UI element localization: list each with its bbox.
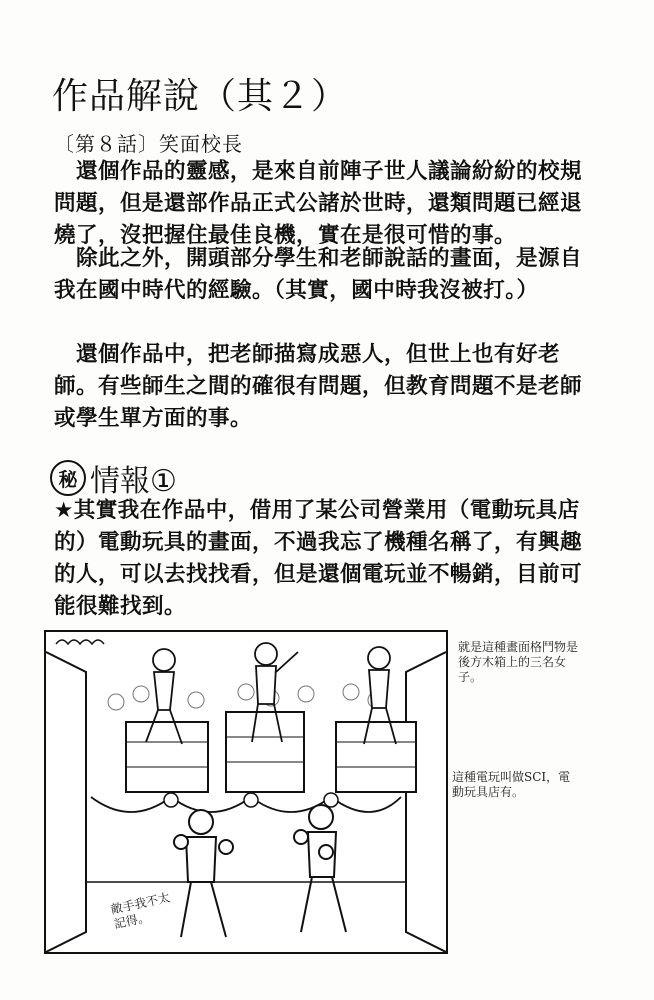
paragraph-2: 除此之外，開頭部分學生和老師說話的畫面，是源自我在國中時代的經驗。（其實，國中時我沒被打。）: [54, 246, 583, 303]
secret-mark-icon: 秘: [50, 460, 86, 496]
figure-note-3: 敵手我不太記得。: [109, 890, 172, 932]
page-title: 作品解說（其２）: [52, 76, 349, 117]
section-text: ★其實我在作品中，借用了某公司營業用（電動玩具店的）電動玩具的畫面，不過我忘了機種名稱了，有興趣的人，可以去找找看，但是還個電玩並不暢銷，目前可能很難找到。: [54, 498, 583, 619]
section-title: 情報①: [90, 464, 177, 499]
chapter-heading: 〔第８話〕笑面校長: [54, 132, 243, 156]
illustration-drawing: [46, 632, 446, 952]
figure-note-2: 這種電玩叫做SCI，電動玩具店有。: [452, 770, 571, 799]
paragraph-1: 還個作品的靈感，是來自前陣子世人議論紛紛的校規問題，但是還部作品正式公諸於世時，還類問題已經退燒了，沒把握住最佳良機，實在是很可惜的事。: [54, 159, 583, 248]
figure-note-1: 就是這種畫面格鬥物是後方木箱上的三名女子。: [458, 640, 579, 684]
paragraph-3: 還個作品中，把老師描寫成惡人，但世上也有好老師。有些師生之間的確很有問題，但教育問題不是老師或學生單方面的事。: [54, 342, 583, 431]
section-heading: [50, 456, 177, 500]
game-screen-illustration: [44, 630, 448, 954]
